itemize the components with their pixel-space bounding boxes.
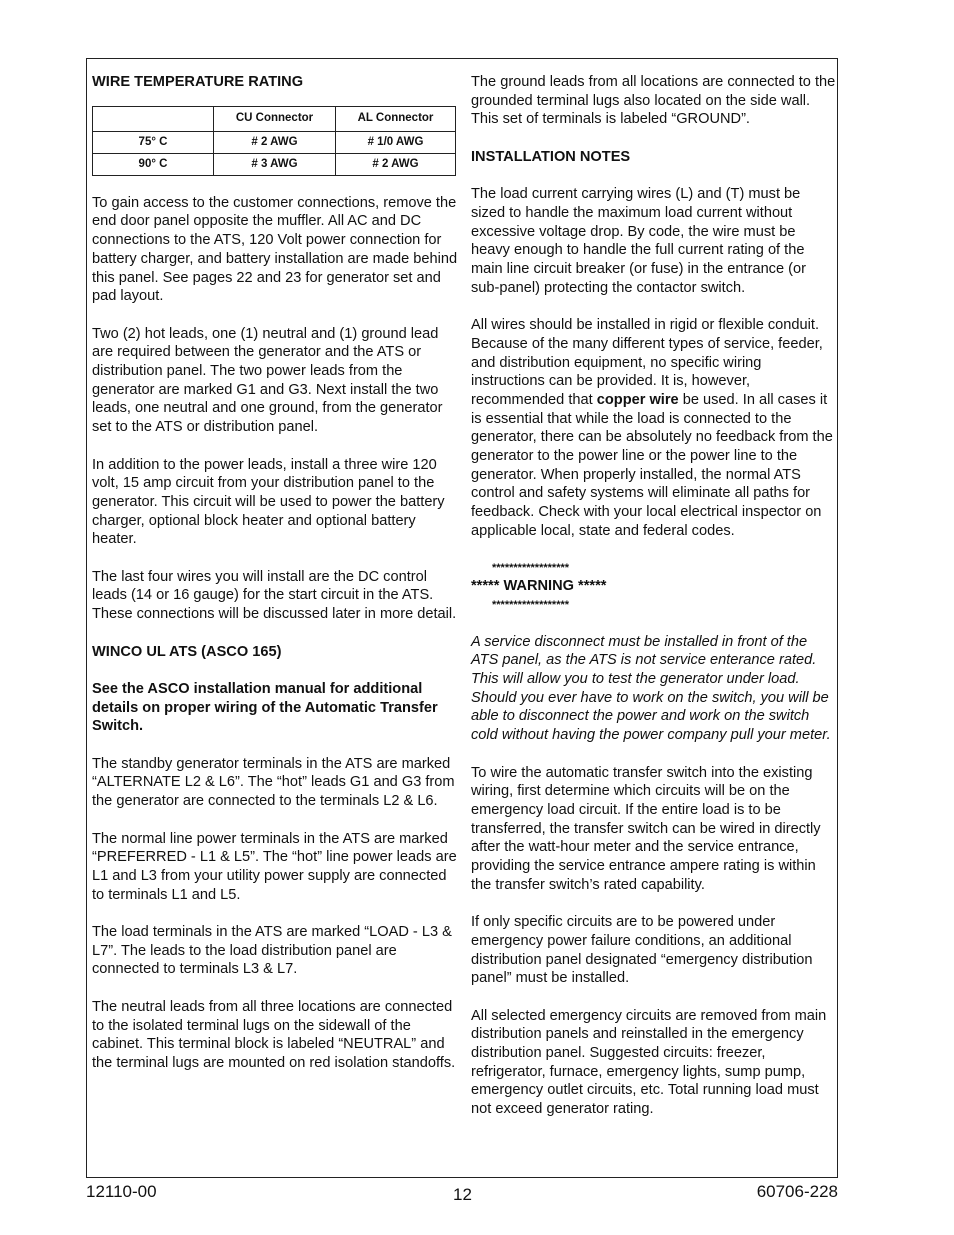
table-cell: 75° C xyxy=(93,131,214,153)
table-row xyxy=(93,153,456,175)
footer-part-number: 60706-228 xyxy=(756,1182,838,1201)
leads-paragraph: Two (2) hot leads, one (1) neutral and (1) ground lead are required between the generator and the ATS or distribution panel. The two power leads from the generator are marked G1 and G3. Next install the two leads, one neutral and one ground, from the generator set to the ATS or distribution panel. xyxy=(92,325,443,436)
emergency-circuits-paragraph: All selected emergency circuits are removed from main distribution panels and reinstalled in the emergency distribution panel. Suggested circuits: freezer, refrigerator, furnace, emergency lights, sump pump, emergency outlet circuits, etc. Total running load must not exceed generator rating. xyxy=(471,1007,827,1118)
warning-block xyxy=(471,559,837,614)
wire-temperature-heading: WIRE TEMPERATURE RATING xyxy=(92,74,304,90)
left-column xyxy=(92,73,458,1073)
table-cell: # 1/0 AWG xyxy=(336,131,456,153)
normal-line-paragraph: The normal line power terminals in the ATS are marked “PREFERRED - L1 & L5”. The “hot” line power leads are L1 and L3 from your utility power supply are connected to terminals L1 and L5. xyxy=(92,830,457,903)
standby-terminals-paragraph: The standby generator terminals in the ATS are marked “ALTERNATE L2 & L6”. The “hot” leads G1 and G3 from the generator are connected to the terminals L2 & L6. xyxy=(92,755,455,810)
copper-wire-emphasis: copper wire xyxy=(596,391,679,408)
neutral-leads-paragraph: The neutral leads from all three locations are connected to the isolated terminal lugs on the sidewall of the cabinet. This terminal block is labeled “NEUTRAL” and the terminal lugs are mounted on red isolation standoffs. xyxy=(92,998,456,1071)
conduit-text-b: be used. In all cases it is essential that while the load is connected to the generator, there can be absolutely no feedback from the generator to the power line or the power line to the generator. When properly installed, the normal ATS control and safety systems will eliminate all paths for feedback. Check with your local electrical inspector on applicable local, state and federal codes. xyxy=(471,391,833,539)
wire-temperature-table xyxy=(92,106,456,176)
circuit-paragraph: In addition to the power leads, install a three wire 120 volt, 15 amp circuit from your distribution panel to the generator. This circuit will be used to power the battery charger, optional block heater and optional battery heater. xyxy=(92,456,445,548)
table-cell: # 2 AWG xyxy=(214,131,336,153)
load-wires-paragraph: The load current carrying wires (L) and (T) must be sized to handle the maximum load current without excessive voltage drop. By code, the wire must be heavy enough to handle the full current rating of the main line circuit breaker (or fuse) in the entrance (or sub-panel) protecting the contactor switch. xyxy=(471,186,806,296)
installation-notes-heading: INSTALLATION NOTES xyxy=(471,148,631,165)
table-header-cell: CU Connector xyxy=(214,106,336,131)
warning-label: ***** WARNING ***** xyxy=(471,578,607,595)
dc-control-paragraph: The last four wires you will install are the DC control leads (14 or 16 gauge) for the start circuit in the ATS. These connections will be discussed later in more detail. xyxy=(92,568,457,623)
ground-leads-paragraph: The ground leads from all locations are connected to the grounded terminal lugs also located on the side wall. This set of terminals is labeled “GROUND”. xyxy=(471,74,836,128)
specific-circuits-paragraph: If only specific circuits are to be powered under emergency power failure conditions, an additional distribution panel designated “emergency distribution panel” must be installed. xyxy=(471,914,813,987)
table-header-cell xyxy=(93,106,214,131)
warning-stars-bottom: ****************** xyxy=(492,598,570,611)
warning-text-block xyxy=(471,633,837,745)
table-cell: # 2 AWG xyxy=(336,153,456,175)
footer-page-number: 12 xyxy=(453,1185,472,1204)
table-header-row xyxy=(93,106,456,131)
access-paragraph: To gain access to the customer connections, remove the end door panel opposite the muffler. All AC and DC connections to the ATS, 120 Volt power connection for battery charger, and battery installation are made behind this panel. See pages 22 and 23 for generator set and pad layout. xyxy=(92,194,458,305)
table-row xyxy=(93,131,456,153)
wiring-paragraph: To wire the automatic transfer switch into the existing wiring, first determine which circuits will be on the emergency load circuit. If the entire load is to be transferred, the transfer switch can be wired in directly after the watt-hour meter and the service entrance, providing the service entrance ampere rating is within the transfer switch’s rated capability. xyxy=(471,764,821,893)
load-terminals-paragraph: The load terminals in the ATS are marked “LOAD - L3 & L7”. The leads to the load distribution panel are connected to terminals L3 & L7. xyxy=(92,924,452,978)
table-cell: # 3 AWG xyxy=(214,153,336,175)
service-disconnect-warning: A service disconnect must be installed in front of the ATS panel, as the ATS is not service enterance rated. This will allow you to test the generator under load. Should you ever have to work on the switch, you will be able to disconnect the power and work on the switch cold without having the power company pull your meter. xyxy=(471,633,831,744)
winco-ats-heading: WINCO UL ATS (ASCO 165) xyxy=(92,643,282,660)
footer-doc-number: 12110-00 xyxy=(86,1182,157,1201)
asco-manual-note: See the ASCO installation manual for additional details on proper wiring of the Automatic Transfer Switch. xyxy=(92,680,438,735)
table-cell: 90° C xyxy=(93,153,214,175)
table-header-cell: AL Connector xyxy=(336,106,456,131)
conduit-paragraph xyxy=(471,316,837,540)
conduit-text-a: All wires should be installed in rigid or flexible conduit. Because of the many different types of service, feeder, and distribution equipment, no specific wiring instructions can be provided. It is, however, recommended that xyxy=(471,317,823,408)
warning-stars-top: ****************** xyxy=(492,562,570,575)
right-column xyxy=(471,73,837,1119)
